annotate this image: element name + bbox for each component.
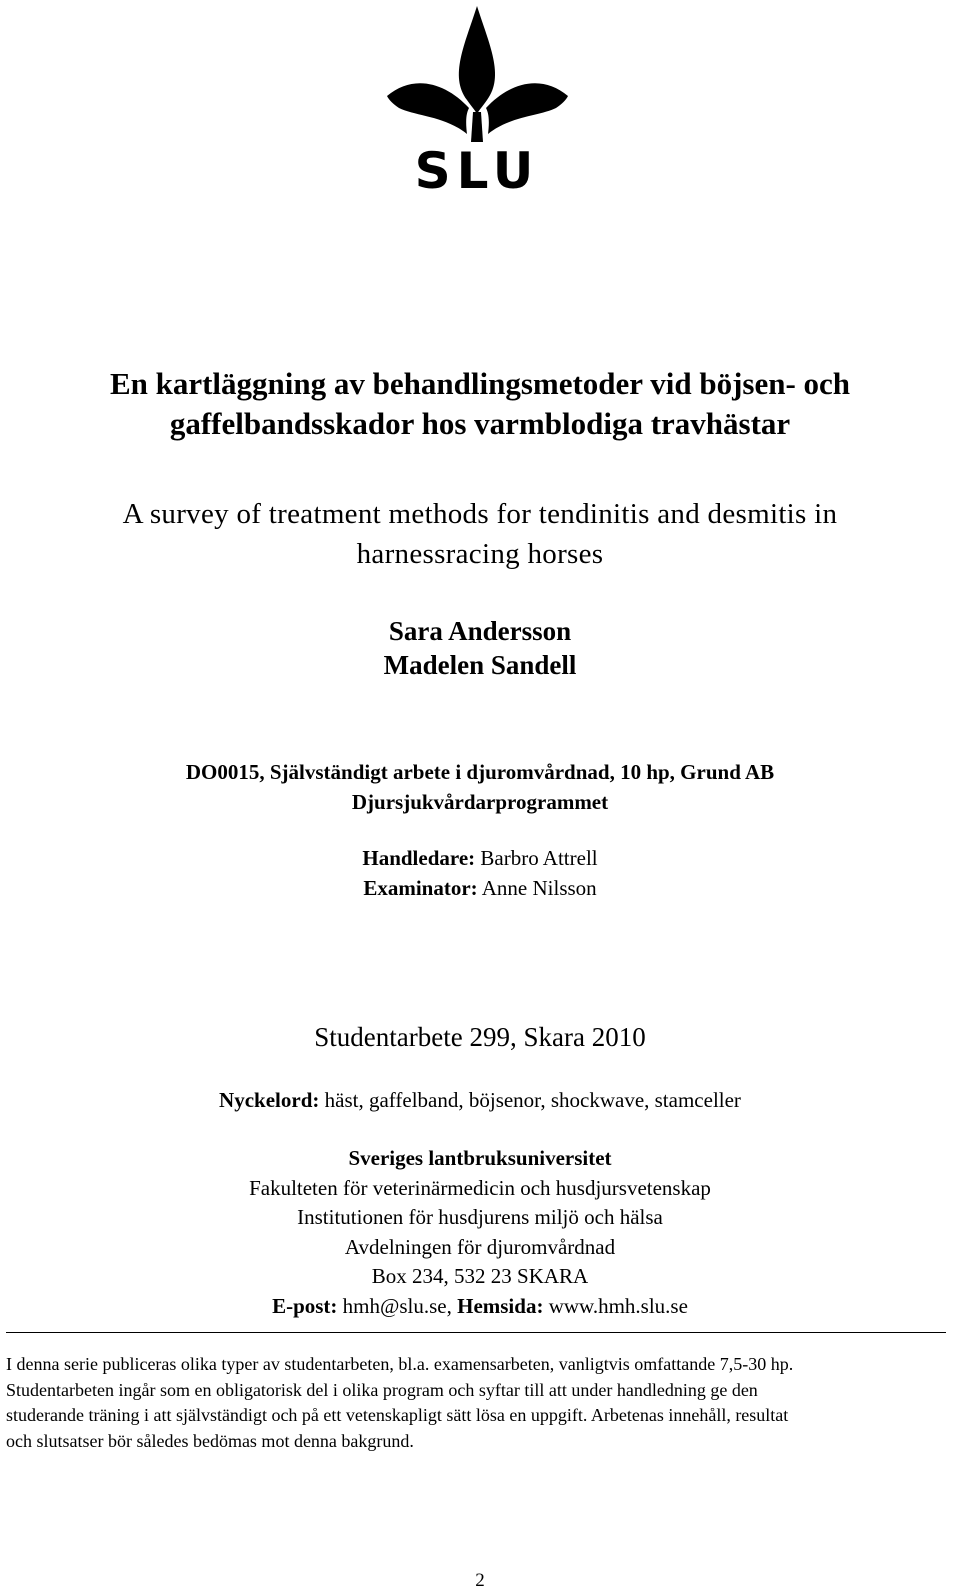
keywords-label: Nyckelord: bbox=[219, 1088, 320, 1112]
horizontal-divider bbox=[6, 1332, 946, 1333]
series-info: Studentarbete 299, Skara 2010 bbox=[314, 1022, 646, 1052]
supervisor-name: Barbro Attrell bbox=[480, 846, 598, 870]
note-line: och slutsatser bör således bedömas mot denna bakgrund. bbox=[6, 1430, 414, 1451]
keywords-value: häst, gaffelband, böjsenor, shockwave, stamceller bbox=[324, 1088, 741, 1112]
examiner-line bbox=[0, 873, 960, 903]
examiner-name: Anne Nilsson bbox=[481, 876, 597, 900]
authors bbox=[0, 614, 960, 682]
slu-logo bbox=[385, 4, 570, 194]
email-link[interactable]: hmh@slu.se bbox=[342, 1293, 447, 1318]
title-swedish-line: En kartläggning av behandlingsmetoder vid böjsen- och bbox=[109, 366, 851, 401]
note-line: Studentarbeten ingår som en obligatorisk del i olika program och syftar till att under handledning ge den bbox=[6, 1379, 758, 1400]
author-name: Madelen Sandell bbox=[383, 650, 577, 680]
supervisors bbox=[0, 843, 960, 903]
slu-logo-text: SLU bbox=[414, 142, 540, 194]
author-name: Sara Andersson bbox=[388, 616, 572, 646]
website-link[interactable]: www.hmh.slu.se bbox=[548, 1293, 688, 1318]
supervisor-line bbox=[0, 843, 960, 873]
division-line: Avdelningen för djuromvårdnad bbox=[344, 1234, 616, 1259]
title-english-line: harnessracing horses bbox=[356, 538, 604, 570]
course-info bbox=[0, 757, 960, 817]
contact-line: E-post: hmh@slu.se, Hemsida: www.hmh.slu.se bbox=[272, 1293, 688, 1318]
supervisor-label: Handledare: bbox=[362, 846, 476, 870]
programme-line: Djursjukvårdarprogrammet bbox=[351, 790, 609, 814]
email-label: E-post: bbox=[272, 1293, 338, 1318]
university-name: Sveriges lantbruksuniversitet bbox=[348, 1146, 612, 1170]
university-info bbox=[0, 1144, 960, 1321]
title-english-line: A survey of treatment methods for tendinitis and desmitis in bbox=[122, 498, 838, 530]
title-english bbox=[0, 494, 960, 574]
note-line: I denna serie publiceras olika typer av studentarbeten, bl.a. examensarbeten, vanligtvis omfattande 7,5-30 hp. bbox=[6, 1354, 794, 1374]
slu-leaf-logo-icon bbox=[385, 4, 570, 194]
title-swedish bbox=[0, 364, 960, 444]
course-code-line: DO0015, Självständigt arbete i djuromvårdnad, 10 hp, Grund AB bbox=[185, 760, 775, 784]
website-label: Hemsida: bbox=[457, 1293, 544, 1318]
title-swedish-line: gaffelbandsskador hos varmblodiga travhästar bbox=[169, 406, 791, 441]
page-number: 2 bbox=[475, 1570, 485, 1591]
faculty-line: Fakulteten för veterinärmedicin och husdjursvetenskap bbox=[249, 1175, 711, 1200]
department-line: Institutionen för husdjurens miljö och hälsa bbox=[297, 1205, 663, 1229]
keywords bbox=[0, 1085, 960, 1115]
note-line: studerande träning i att självständigt och på ett vetenskapligt sätt lösa en uppgift. Arbetenas innehåll, resultat bbox=[6, 1405, 789, 1425]
address-line: Box 234, 532 23 SKARA bbox=[371, 1264, 589, 1288]
series-note bbox=[6, 1352, 946, 1454]
examiner-label: Examinator: bbox=[363, 876, 478, 900]
